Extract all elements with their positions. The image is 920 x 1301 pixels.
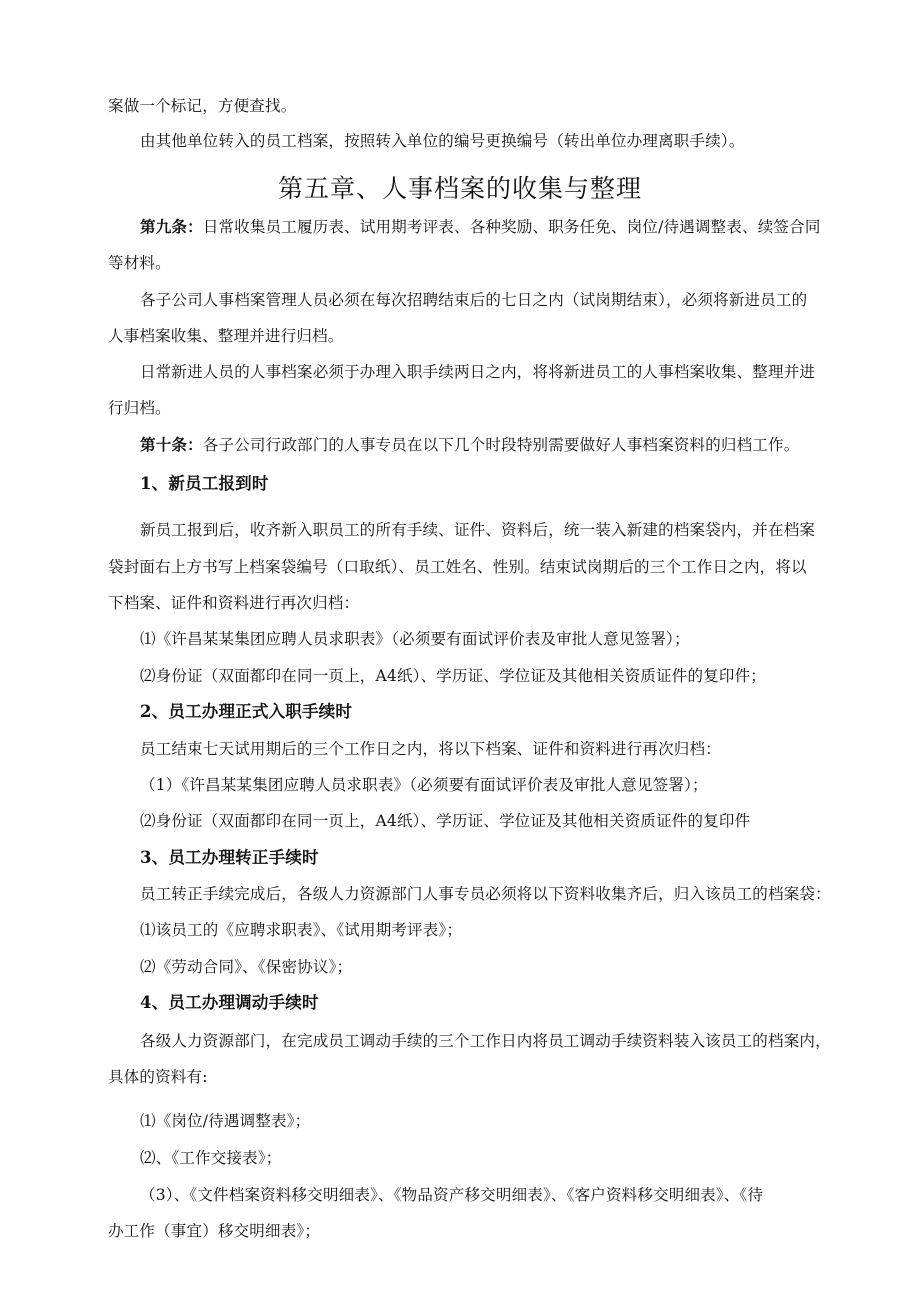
list-item: （3）、《文件档案资料移交明细表》、《物品资产移交明细表》、《客户资料移交明细表》、《待 — [140, 1186, 764, 1204]
article-10 — [140, 434, 860, 456]
text-line: 日常新进人员的人事档案必须于办理入职手续两日之内，将将新进员工的人事档案收集、整理并进 — [140, 363, 816, 381]
article-text: 各子公司行政部门的人事专员在以下几个时段特别需要做好人事档案资料的归档工作。 — [202, 436, 800, 454]
section-heading: 3、员工办理转正手续时 — [140, 848, 319, 867]
text-line: 具体的资料有: — [108, 1068, 208, 1086]
text-line: 员工结束七天试用期后的三个工作日之内，将以下档案、证件和资料进行再次归档： — [140, 740, 721, 758]
text-line: 员工转正手续完成后，各级人力资源部门人事专员必须将以下资料收集齐后，归入该员工的档案袋： — [140, 885, 831, 903]
text-line: 袋封面右上方书写上档案袋编号（口取纸）、员工姓名、性别。结束试岗期后的三个工作日之内，将以 — [108, 558, 807, 576]
text-line: 新员工报到后，收齐新入职员工的所有手续、证件、资料后，统一装入新建的档案袋内，并在档案 — [140, 521, 816, 539]
list-item: ⑵身份证（双面都印在同一页上，A4纸）、学历证、学位证及其他相关资质证件的复印件 — [140, 812, 751, 830]
article-text: 日常收集员工履历表、试用期考评表、各种奖励、职务任免、岗位/待遇调整表、续签合同 — [202, 218, 821, 236]
list-item: ⑴该员工的《应聘求职表》、《试用期考评表》； — [140, 921, 463, 939]
text-line: 人事档案收集、整理并进行归档。 — [108, 327, 344, 345]
article-label: 第九条： — [140, 217, 203, 236]
list-item: ⑵身份证（双面都印在同一页上，A4纸）、学历证、学位证及其他相关资质证件的复印件； — [140, 667, 767, 685]
article-label: 第十条： — [140, 435, 203, 454]
article-9 — [140, 216, 860, 238]
text-line: 行归档。 — [108, 399, 171, 417]
section-heading: 1、新员工报到时 — [140, 474, 269, 493]
text-line: 由其他单位转入的员工档案，按照转入单位的编号更换编号（转出单位办理离职手续）。 — [140, 132, 745, 150]
list-item: ⑵、《工作交接表》； — [140, 1149, 282, 1167]
list-item: ⑴《许昌某某集团应聘人员求职表》（必须要有面试评价表及审批人意见签署）； — [140, 630, 690, 648]
text-line: 等材料。 — [108, 254, 171, 272]
list-item: ⑴《岗位/待遇调整表》； — [140, 1112, 311, 1130]
section-heading: 4、员工办理调动手续时 — [140, 993, 319, 1012]
list-item: ⑵《劳动合同》、《保密协议》； — [140, 958, 353, 976]
list-item: （1）《许昌某某集团应聘人员求职表》（必须要有面试评价表及审批人意见签署）； — [140, 776, 708, 794]
text-line: 各子公司人事档案管理人员必须在每次招聘结束后的七日之内（试岗期结束），必须将新进员工的 — [140, 291, 808, 309]
chapter-title: 第五章、人事档案的收集与整理 — [277, 174, 642, 203]
text-line: 办工作（事宜）移交明细表》； — [108, 1222, 321, 1240]
section-heading: 2、员工办理正式入职手续时 — [140, 702, 353, 721]
text-line: 案做一个标记，方便查找。 — [108, 97, 297, 115]
text-line: 下档案、证件和资料进行再次归档： — [108, 594, 360, 612]
text-line: 各级人力资源部门，在完成员工调动手续的三个工作日内将员工调动手续资料装入该员工的档案内， — [140, 1032, 831, 1050]
